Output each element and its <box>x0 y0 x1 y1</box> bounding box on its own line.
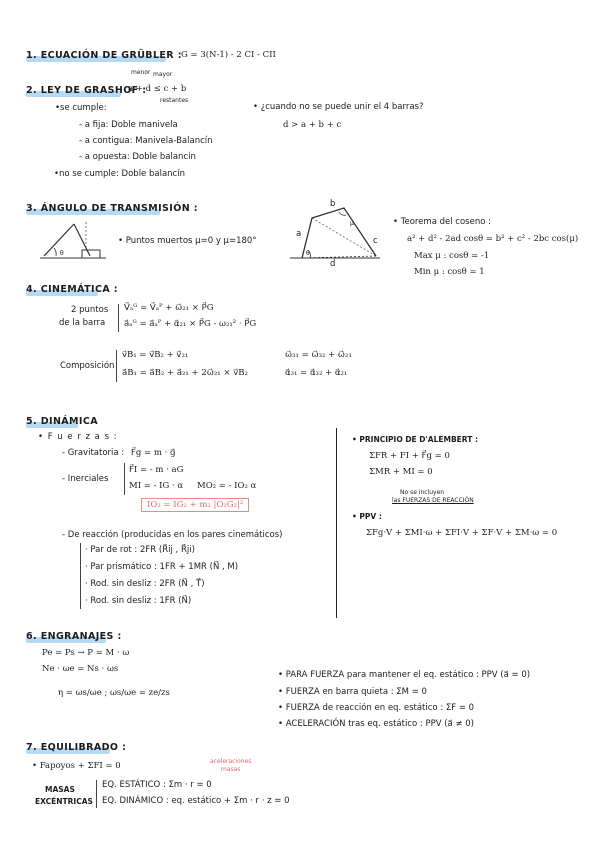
label-mayor: mayor <box>153 71 173 78</box>
dalembert-forces: ΣFR + FI + F⃗g = 0 <box>369 451 450 461</box>
fapoyos-eq: • Fapoyos + ΣFI = 0 <box>32 761 121 771</box>
section-1-title: 1. ECUACIÓN DE GRÜBLER : <box>26 50 182 61</box>
coseno-equation: a² + d² - 2ad cosθ = b² + c² - 2bc cos(μ) <box>407 234 579 244</box>
par-4: · Rod. sin desliz : 1FR (N⃗) <box>85 596 192 606</box>
ppv-note-2: las FUERZAS DE REACCIÓN <box>392 497 474 504</box>
ppv-label: • PPV : <box>352 512 382 521</box>
grashof-item-1: - a fija: Doble manivela <box>79 120 178 130</box>
mo-eq: MO₂ = - IO₂ α <box>197 481 257 491</box>
section-2-title: 2. LEY DE GRASHOF : <box>26 85 147 96</box>
section-5-title: 5. DINÁMICA <box>26 416 98 427</box>
fi-eq: F⃗I = - m · aG <box>129 465 184 475</box>
gear-rule-1: • PARA FUERZA para mantener el eq. estático : PPV (a⃗ = 0) <box>278 670 531 680</box>
gear-rule-2: • FUERZA en barra quieta : ΣM = 0 <box>278 687 427 697</box>
section-7-title: 7. EQUILIBRADO : <box>26 742 127 753</box>
reaccion-label: - De reacción (producidas en los pares cinemáticos) <box>62 530 283 540</box>
acceleration-eq: a⃗ₐᴳ = a⃗ₐᴾ + α⃗₂₁ × P⃗G - ω₂₁² · P⃗G <box>124 319 257 329</box>
de-la-barra: de la barra <box>59 318 106 328</box>
gear-power: Pe = Ps → P = M · ω <box>42 648 130 658</box>
composicion-w: ω⃗₃₁ = ω⃗₃₂ + ω⃗₂₁ <box>285 350 352 360</box>
theta-label: θ <box>306 250 310 257</box>
gear-rule-4: • ACELERACIÓN tras eq. estático : PPV (a⃗ ≠ 0) <box>278 719 474 729</box>
ppv-note-1: No se incluyen <box>400 489 445 496</box>
link-b-label: b <box>330 199 336 209</box>
mu-label: μ <box>350 220 354 227</box>
equilibrado-note-1: aceleraciones <box>210 758 252 765</box>
eq-dinamico: EQ. DINÁMICO : eq. estático + Σm · r · z = 0 <box>102 796 290 806</box>
link-c-label: c <box>373 236 378 246</box>
puntos-muertos: • Puntos muertos μ=0 y μ=180° <box>118 236 257 246</box>
par-2: · Par prismático : 1FR + 1MR (N⃗ , M) <box>85 562 239 572</box>
grashof-question: • ¿cuando no se puede unir el 4 barras? <box>253 102 424 112</box>
masas-label: MASAS <box>45 785 75 794</box>
composicion-alpha: α⃗₃₁ = α⃗₃₂ + α⃗₂₁ <box>285 368 348 378</box>
gravitatoria-label: - Gravitatoria : <box>62 448 125 458</box>
grashof-answer: d > a + b + c <box>283 120 342 130</box>
grashof-formula: a + d ≤ c + b <box>128 84 187 94</box>
section-6-title: 6. ENGRANAJES : <box>26 631 122 642</box>
grubler-formula: G = 3(N-1) - 2 CI - CII <box>181 50 276 60</box>
gravitatoria-eq: F⃗g = m · g⃗ <box>131 448 176 458</box>
composicion-v: v⃗B₁ = v⃗B₂ + v⃗₂₁ <box>122 350 189 360</box>
fuerzas-heading: • F u e r z a s : <box>38 432 118 442</box>
gear-ratio: η = ωs/ωe ; ωs/ωe = ze/zs <box>58 688 170 698</box>
no-se-cumple: •no se cumple: Doble balancín <box>54 169 185 179</box>
teorema-coseno: • Teorema del coseno : <box>393 217 491 227</box>
par-1: · Par de rot : 2FR (R⃗ij , R⃗ji) <box>85 545 195 555</box>
inerciales-label: - Inerciales <box>62 474 109 484</box>
link-a-label: a <box>296 229 302 239</box>
steiner-box: IO₂ = IG₂ + m₂ |O₂G₂|² <box>141 498 249 512</box>
section-4-title: 4. CINEMÁTICA : <box>26 284 118 295</box>
dalembert-title: • PRINCIPIO DE D'ALEMBERT : <box>352 435 478 444</box>
section-3-title: 3. ÁNGULO DE TRANSMISIÓN : <box>26 203 198 214</box>
grashof-item-2: - a contigua: Manivela-Balancín <box>79 136 213 146</box>
ppv-equation: ΣFg·V + ΣMI·ω + ΣFI·V + ΣF·V + ΣM·ω = 0 <box>366 528 558 538</box>
column-divider <box>336 428 337 618</box>
label-restantes: restantes <box>160 97 189 104</box>
velocity-eq: V⃗ₐᴳ = V⃗ₐᴾ + ω⃗₂₁ × P⃗G <box>124 303 214 313</box>
se-cumple: •se cumple: <box>55 103 107 113</box>
label-menor: menor <box>131 69 151 76</box>
composicion-label: Composición <box>60 361 115 371</box>
composicion-a: a⃗B₁ = a⃗B₂ + a⃗₂₁ + 2ω⃗₂₁ × v⃗B₂ <box>122 368 248 378</box>
equilibrado-note-2: masas <box>221 766 241 773</box>
dead-point-diagram <box>38 218 116 266</box>
grashof-item-3: - a opuesta: Doble balancín <box>79 152 196 162</box>
dead-point-theta: θ <box>60 250 64 257</box>
dos-puntos: 2 puntos <box>71 305 109 315</box>
gear-rule-3: • FUERZA de reacción en eq. estático : ΣF = 0 <box>278 703 475 713</box>
min-mu: Min μ : cosθ = 1 <box>414 267 485 277</box>
max-mu: Max μ : cosθ = -1 <box>414 251 490 261</box>
link-d-label: d <box>330 259 336 269</box>
eq-estatico: EQ. ESTÁTICO : Σm · r = 0 <box>102 780 212 790</box>
mi-eq: MI = - IG · α <box>129 481 184 491</box>
par-3: · Rod. sin desliz : 2FR (N⃗ , T⃗) <box>85 579 205 589</box>
excentricas-label: EXCÉNTRICAS <box>35 797 93 806</box>
dalembert-moments: ΣMR + MI = 0 <box>369 467 433 477</box>
gear-teeth: Ne · ωe = Ns · ωs <box>42 664 119 674</box>
